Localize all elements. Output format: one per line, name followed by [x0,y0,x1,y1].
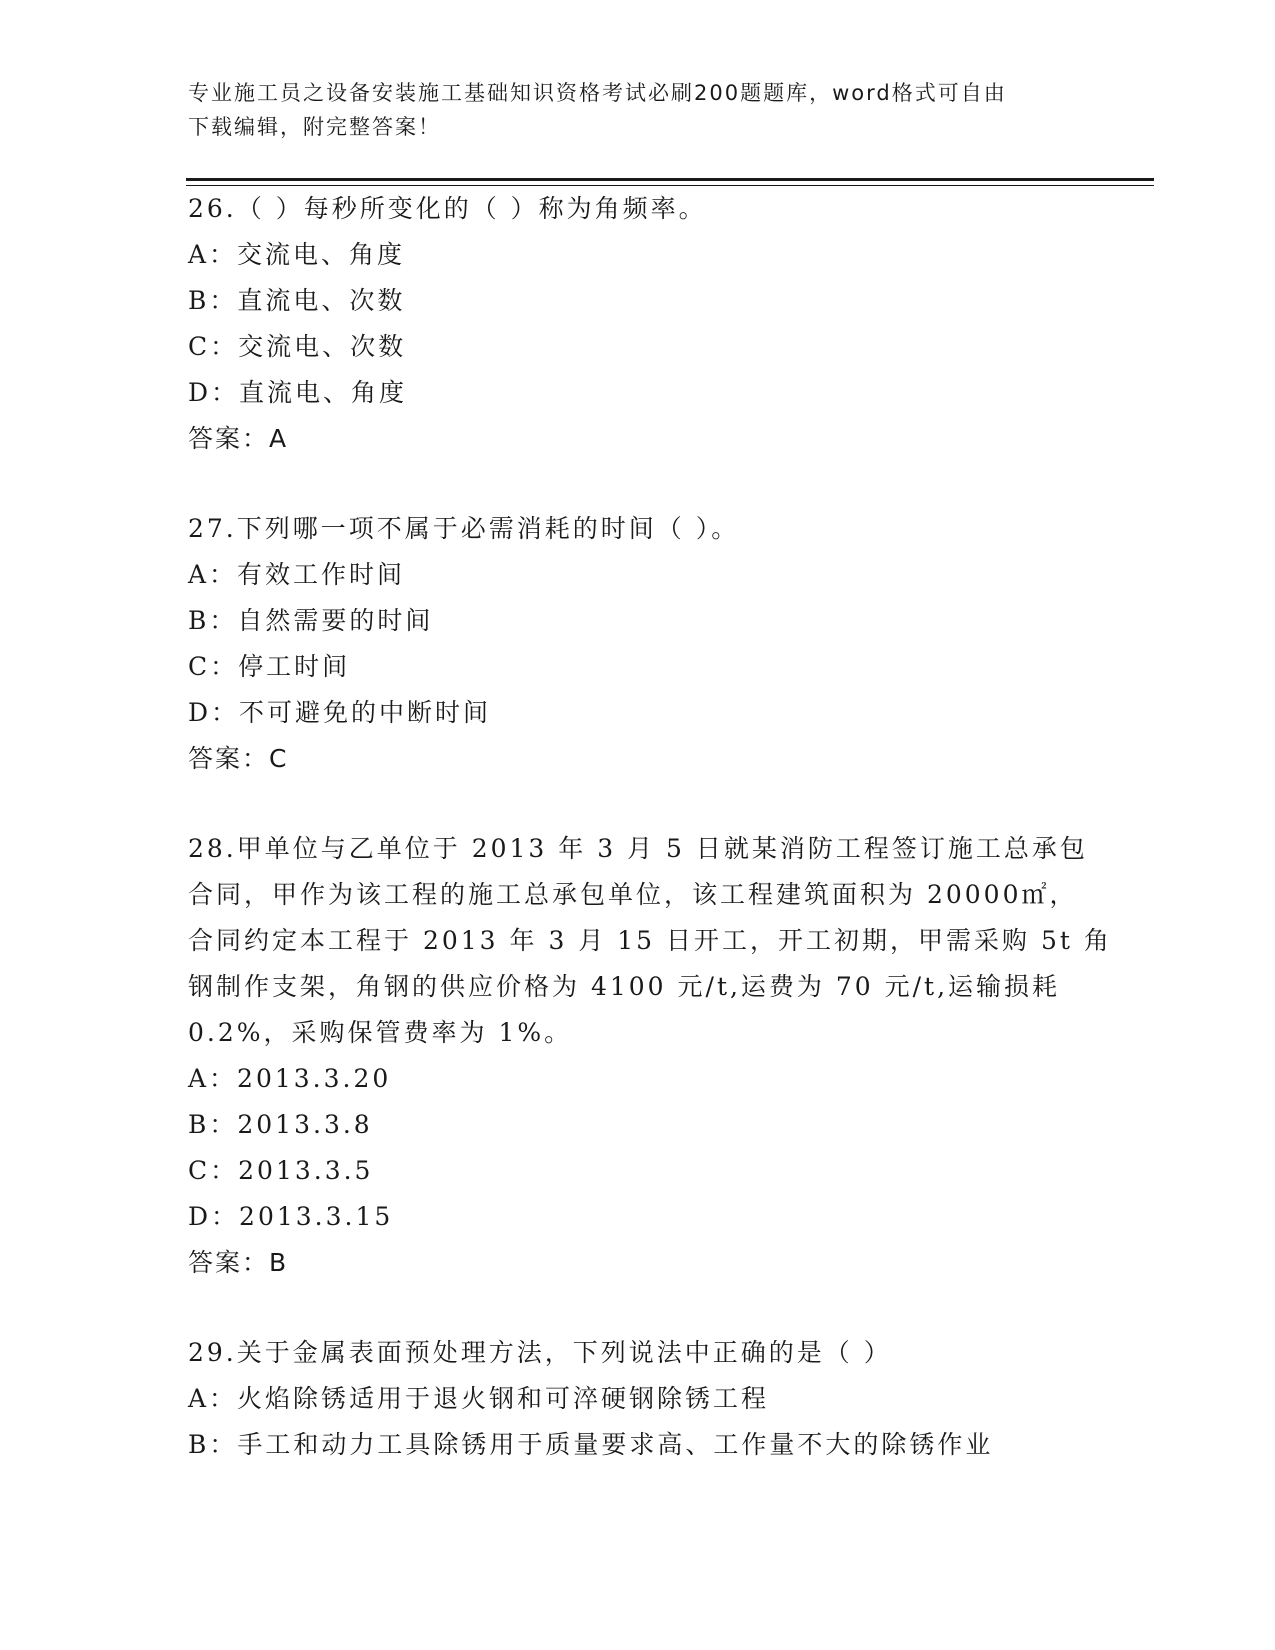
option-b: B：直流电、次数 [188,286,406,315]
option-a: A：2013.3.20 [188,1064,392,1093]
header-line-2: 下载编辑，附完整答案！ [188,115,441,139]
option-a: A：有效工作时间 [188,560,406,589]
question-26 [188,186,1088,462]
answer-label: 答案：B [188,1248,289,1277]
question-stem-line: 合同约定本工程于 2013 年 3 月 15 日开工，开工初期，甲需采购 5t 角 [188,926,1112,955]
option-d: D：2013.3.15 [188,1202,394,1231]
option-c: C：2013.3.5 [188,1156,374,1185]
option-d: D：不可避免的中断时间 [188,698,492,727]
option-c: C：停工时间 [188,652,351,681]
option-a: A：火焰除锈适用于退火钢和可淬硬钢除锈工程 [188,1384,770,1413]
question-gap [188,462,1088,506]
option-b: B：2013.3.8 [188,1110,373,1139]
question-28 [188,826,1112,1286]
option-c: C：交流电、次数 [188,332,407,361]
answer-label: 答案：A [188,424,289,453]
question-29 [188,1330,1088,1468]
option-b: B：手工和动力工具除锈用于质量要求高、工作量不大的除锈作业 [188,1430,994,1459]
question-27 [188,506,1088,782]
question-gap [188,782,1088,826]
question-stem: 27.下列哪一项不属于必需消耗的时间（ ）。 [188,514,740,543]
question-stem: 29.关于金属表面预处理方法，下列说法中正确的是（ ） [188,1338,892,1367]
header-divider-thick [186,178,1154,181]
option-b: B：自然需要的时间 [188,606,434,635]
answer-label: 答案：C [188,744,289,773]
option-d: D：直流电、角度 [188,378,408,407]
question-stem-line: 钢制作支架，角钢的供应价格为 4100 元/t,运费为 70 元/t,运输损耗 [188,972,1061,1001]
question-stem-line: 合同，甲作为该工程的施工总承包单位，该工程建筑面积为 20000㎡， [188,880,1078,909]
option-a: A：交流电、角度 [188,240,406,269]
question-stem-line: 0.2%，采购保管费率为 1%。 [188,1018,573,1047]
question-list [188,186,1112,1468]
question-stem-line: 28.甲单位与乙单位于 2013 年 3 月 5 日就某消防工程签订施工总承包 [188,834,1088,863]
document-header [188,76,1068,144]
question-gap [188,1286,1088,1330]
header-line-1: 专业施工员之设备安装施工基础知识资格考试必刷200题题库，word格式可自由 [188,81,1007,105]
question-stem: 26.（ ）每秒所变化的（ ）称为角频率。 [188,194,707,223]
